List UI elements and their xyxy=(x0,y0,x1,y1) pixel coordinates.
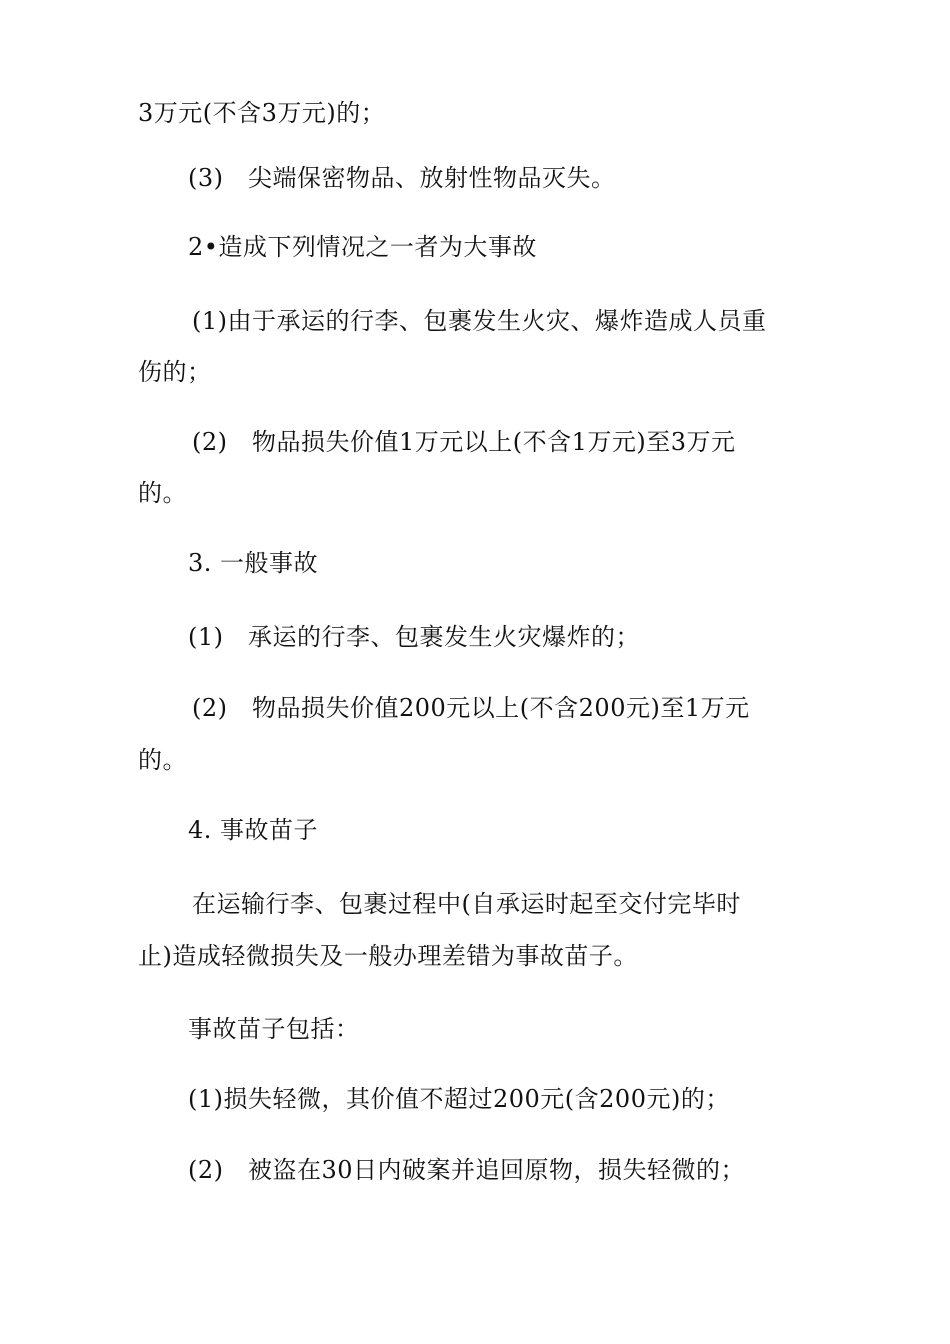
text-line: (1)由于承运的行李、包裹发生火灾、爆炸造成人员重 xyxy=(192,307,767,335)
text-line: 的。 xyxy=(138,479,187,507)
text-line: 事故苗子包括： xyxy=(188,1015,360,1043)
text-line: 伤的； xyxy=(138,358,212,386)
text-line: 3万元(不含3万元)的； xyxy=(138,99,386,127)
text-line: 在运输行李、包裹过程中(自承运时起至交付完毕时 xyxy=(192,890,741,918)
text-line: (2) 物品损失价值1万元以上(不含1万元)至3万元 xyxy=(192,428,736,456)
text-line: (1) 承运的行李、包裹发生火灾爆炸的； xyxy=(188,623,640,651)
section-heading: 3. 一般事故 xyxy=(188,549,319,577)
text-line: 止)造成轻微损失及一般办理差错为事故苗子。 xyxy=(138,942,638,970)
text-line: (2) 被盗在30日内破案并追回原物，损失轻微的； xyxy=(188,1156,746,1184)
section-heading: 4. 事故苗子 xyxy=(188,816,319,844)
text-line: (3) 尖端保密物品、放射性物品灭失。 xyxy=(188,164,616,192)
text-line: (1)损失轻微，其价值不超过200元(含200元)的； xyxy=(188,1085,730,1113)
text-line: (2) 物品损失价值200元以上(不含200元)至1万元 xyxy=(192,694,750,722)
section-heading: 2•造成下列情况之一者为大事故 xyxy=(188,233,537,261)
text-line: 的。 xyxy=(138,746,187,774)
